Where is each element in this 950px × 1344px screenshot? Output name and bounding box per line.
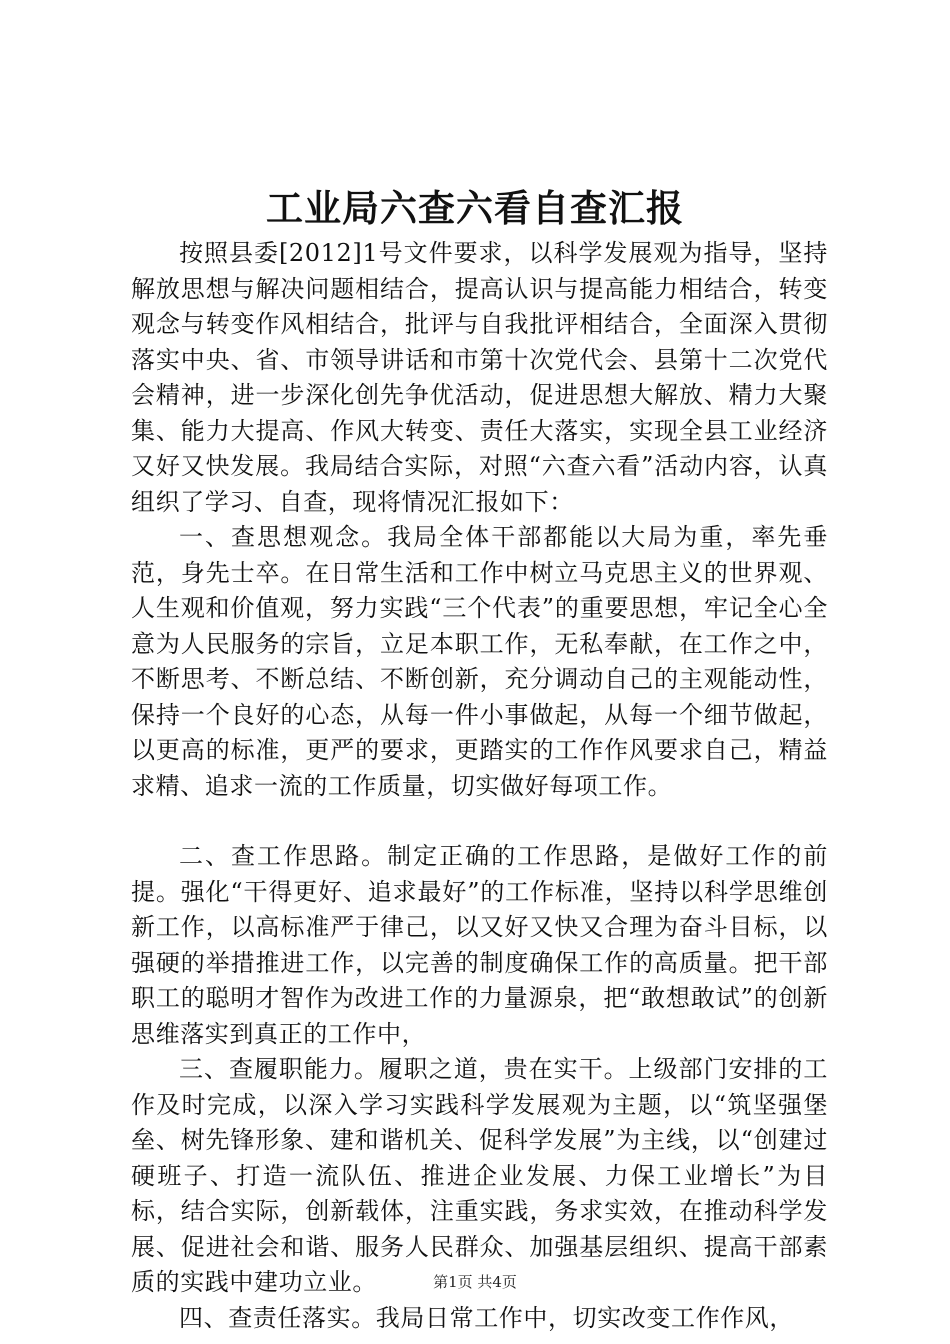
document-title: 工业局六查六看自查汇报	[266, 186, 684, 230]
section-2-paragraph: 二、查工作思路。制定正确的工作思路，是做好工作的前提。强化“干得更好、追求最好”的工作标准，坚持以科学思维创新工作，以高标准严于律己，以又好又快又合理为奋斗目标，以强硬的举措推进工作，以完善的制度确保工作的高质量。把干部职工的聪明才智作为改进工作的力量源泉，把“敢想敢试”的创新思维落实到真正的工作中，	[131, 842, 828, 1048]
page-number-footer: 第1页 共4页	[433, 1273, 517, 1291]
section-4-paragraph: 四、查责任落实。我局日常工作中，切实改变工作作风，	[179, 1303, 794, 1332]
section-1-paragraph: 一、查思想观念。我局全体干部都能以大局为重，率先垂范，身先士卒。在日常生活和工作中树立马克思主义的世界观、人生观和价值观，努力实践“三个代表”的重要思想，牢记全心全意为人民服务的宗旨，立足本职工作，无私奉献，在工作之中，不断思考、不断总结、不断创新，充分调动自己的主观能动性，保持一个良好的心态，从每一件小事做起，从每一个细节做起，以更高的标准，更严的要求，更踏实的工作作风要求自己，精益求精、追求一流的工作质量，切实做好每项工作。	[131, 523, 828, 800]
document-body	[131, 236, 828, 1336]
intro-paragraph: 按照县委[2012]1号文件要求，以科学发展观为指导，坚持解放思想与解决问题相结合，提高认识与提高能力相结合，转变观念与转变作风相结合，批评与自我批评相结合，全面深入贯彻落实中央、省、市领导讲话和市第十次党代会、县第十二次党代会精神，进一步深化创先争优活动，促进思想大解放、精力大聚集、能力大提高、作风大转变、责任大落实，实现全县工业经济又好又快发展。我局结合实际，对照“六查六看”活动内容，认真组织了学习、自查，现将情况汇报如下：	[131, 239, 828, 516]
section-3-paragraph: 三、查履职能力。履职之道，贵在实干。上级部门安排的工作及时完成，以深入学习实践科学发展观为主题，以“筑坚强堡垒、树先锋形象、建和谐机关、促科学发展”为主线，以“创建过硬班子、打造一流队伍、推进企业发展、力保工业增长”为目标，结合实际，创新载体，注重实践，务求实效，在推动科学发展、促进社会和谐、服务人民群众、加强基层组织、提高干部素质的实践中建功立业。	[131, 1055, 828, 1296]
